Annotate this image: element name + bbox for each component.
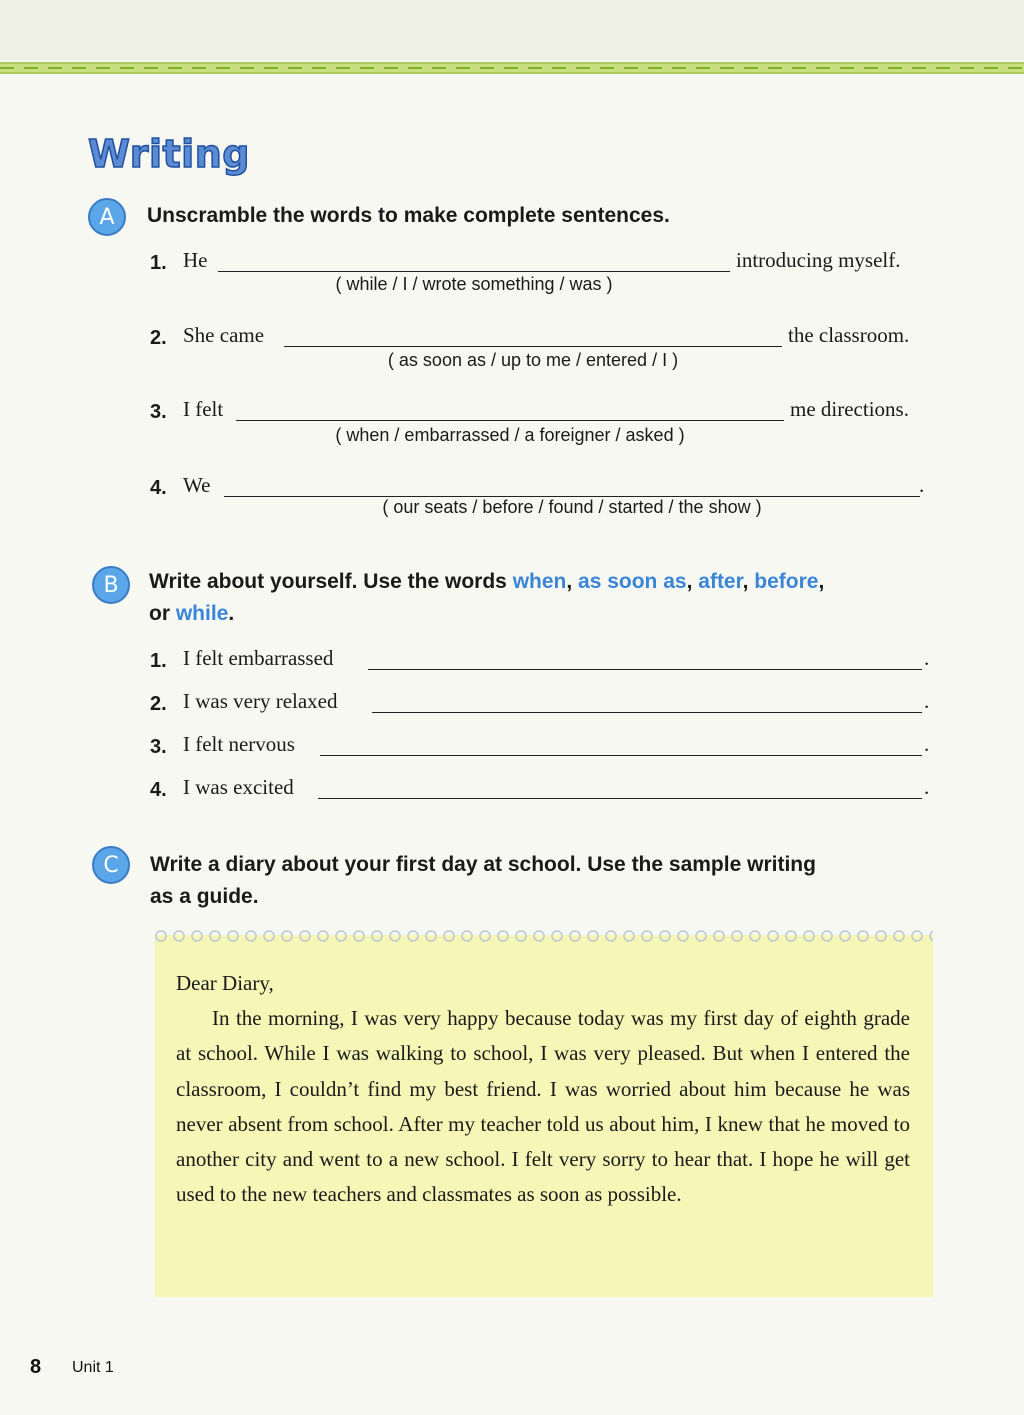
section-c-instruction-line-2: as a guide. xyxy=(150,885,259,908)
sample-diary xyxy=(176,966,910,1212)
a-item-4-start: We xyxy=(183,473,211,497)
separator: , xyxy=(742,570,755,593)
a-item-4-hint: ( our seats / before / found / started / the show ) xyxy=(382,497,762,517)
keyword-before: before xyxy=(754,570,819,593)
a-item-3-end: me directions. xyxy=(790,397,909,421)
separator: , xyxy=(818,570,825,593)
a-item-2-number: 2. xyxy=(150,327,167,349)
separator: , xyxy=(566,570,579,593)
a-item-2-start: She came xyxy=(183,323,265,347)
a-item-4-number: 4. xyxy=(150,477,167,499)
keyword-as-soon-as: as soon as xyxy=(578,570,687,593)
page-number: 8 xyxy=(30,1356,42,1378)
b-item-2-number: 2. xyxy=(150,693,167,715)
b-item-3-answer-line[interactable] xyxy=(320,755,922,756)
b-item-4-end: . xyxy=(924,775,930,799)
decorative-border xyxy=(0,62,1024,74)
a-item-3-number: 3. xyxy=(150,401,167,423)
diary-greeting: Dear Diary, xyxy=(176,971,274,995)
page-title: Writing xyxy=(88,132,250,176)
b-item-2-end: . xyxy=(924,689,930,713)
notebook-rings xyxy=(155,928,933,944)
b-item-1-number: 1. xyxy=(150,650,167,672)
b-item-1-answer-line[interactable] xyxy=(368,669,922,670)
a-item-2-answer-line[interactable] xyxy=(284,346,782,347)
b-item-4-number: 4. xyxy=(150,779,167,801)
a-item-1-hint: ( while / I / wrote something / was ) xyxy=(335,274,613,294)
keyword-while: while xyxy=(175,602,229,625)
keyword-after: after xyxy=(698,570,743,593)
keyword-when: when xyxy=(512,570,567,593)
section-b-period: . xyxy=(228,602,235,625)
section-b-instruction-text: Write about yourself. Use the words xyxy=(149,570,513,593)
b-item-3-number: 3. xyxy=(150,736,167,758)
a-item-1-end: introducing myself. xyxy=(736,248,901,272)
section-a-instruction: Unscramble the words to make complete sentences. xyxy=(147,204,670,227)
b-item-4-answer-line[interactable] xyxy=(318,798,922,799)
b-item-2-answer-line[interactable] xyxy=(372,712,922,713)
b-item-2-text: I was very relaxed xyxy=(183,689,338,713)
a-item-1-start: He xyxy=(183,248,208,272)
separator: , xyxy=(686,570,699,593)
page-top xyxy=(0,0,1024,60)
b-item-3-end: . xyxy=(924,732,930,756)
a-item-3-hint: ( when / embarrassed / a foreigner / asked ) xyxy=(335,425,685,445)
diary-body: In the morning, I was very happy because today was my first day of eighth grade at school. While I was walking to school, I was very pleased. But when I entered the classroom, I couldn’t find my best friend. I was worried about him because he was never absent from school. After my teacher told us about him, I knew that he moved to another city and went to a new school. I felt very sorry to hear that. I hope he will get used to the new teachers and classmates as soon as possible. xyxy=(176,1006,910,1207)
section-b-badge: B xyxy=(92,566,130,604)
a-item-1-answer-line[interactable] xyxy=(218,271,730,272)
b-item-1-text: I felt embarrassed xyxy=(183,646,334,670)
a-item-1-number: 1. xyxy=(150,252,167,274)
a-item-2-hint: ( as soon as / up to me / entered / I ) xyxy=(387,350,679,370)
a-item-3-answer-line[interactable] xyxy=(236,420,784,421)
a-item-3-start: I felt xyxy=(183,397,224,421)
section-a-badge: A xyxy=(88,198,126,236)
b-item-1-end: . xyxy=(924,646,930,670)
unit-label: Unit 1 xyxy=(72,1359,114,1376)
a-item-2-end: the classroom. xyxy=(788,323,910,347)
section-b-or: or xyxy=(149,602,176,625)
b-item-3-text: I felt nervous xyxy=(183,732,295,756)
section-c-badge: C xyxy=(92,846,130,884)
section-c-instruction xyxy=(150,849,816,913)
b-item-4-text: I was excited xyxy=(183,775,294,799)
section-c-instruction-line-1: Write a diary about your first day at school. Use the sample writing xyxy=(150,853,816,876)
a-item-4-end: . xyxy=(919,473,925,497)
section-b-instruction xyxy=(149,566,939,630)
